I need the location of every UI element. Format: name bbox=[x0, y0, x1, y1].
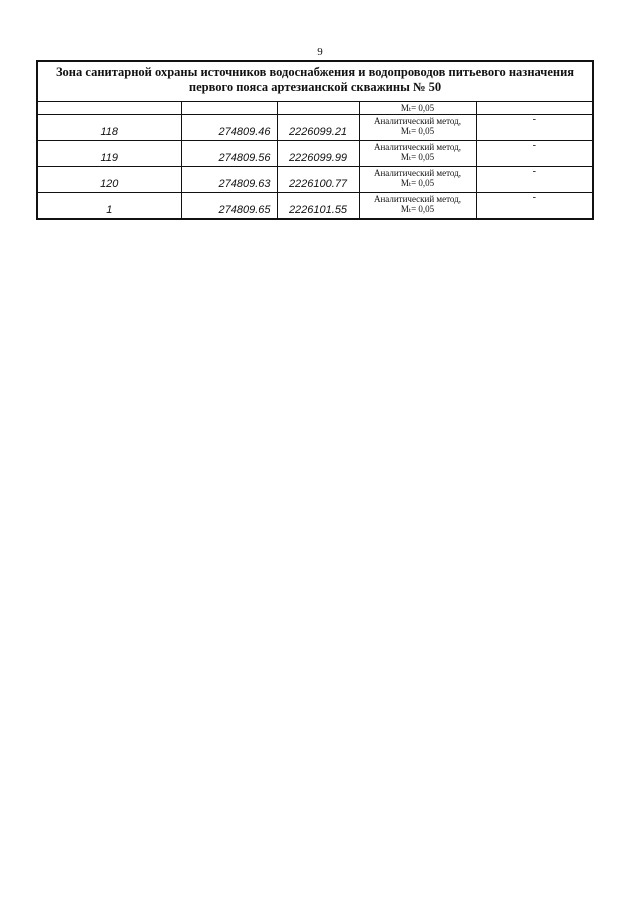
method-line-2: Mₜ= 0,05 bbox=[400, 152, 435, 162]
point-cell bbox=[37, 102, 181, 115]
x-cell: 274809.56 bbox=[181, 141, 277, 167]
table-title-line-1: Зона санитарной охраны источников водоснабжения и водопроводов питьевого назначения bbox=[55, 65, 575, 79]
method-line-2: Mₜ= 0,05 bbox=[400, 126, 435, 136]
method-line-1: Аналитический метод, bbox=[373, 116, 462, 126]
x-cell: 274809.63 bbox=[181, 167, 277, 193]
method-cell bbox=[359, 115, 476, 141]
error-cell: - bbox=[476, 141, 593, 167]
x-cell: 274809.46 bbox=[181, 115, 277, 141]
table-row bbox=[37, 193, 593, 220]
y-cell: 2226101.55 bbox=[277, 193, 359, 220]
method-cell bbox=[359, 193, 476, 220]
method-line-1: Аналитический метод, bbox=[373, 142, 462, 152]
method-cell bbox=[359, 102, 476, 115]
x-cell: 274809.65 bbox=[181, 193, 277, 220]
table-title-row bbox=[37, 61, 593, 102]
table-title bbox=[37, 61, 593, 102]
y-cell: 2226099.21 bbox=[277, 115, 359, 141]
error-cell bbox=[476, 102, 593, 115]
error-cell: - bbox=[476, 167, 593, 193]
error-cell: - bbox=[476, 193, 593, 220]
point-cell: 120 bbox=[37, 167, 181, 193]
x-cell bbox=[181, 102, 277, 115]
method-tail: Mₜ= 0,05 bbox=[400, 103, 435, 113]
method-line-2: Mₜ= 0,05 bbox=[400, 204, 435, 214]
table-row bbox=[37, 115, 593, 141]
point-cell: 119 bbox=[37, 141, 181, 167]
error-cell: - bbox=[476, 115, 593, 141]
method-line-2: Mₜ= 0,05 bbox=[400, 178, 435, 188]
table-row bbox=[37, 141, 593, 167]
point-cell: 118 bbox=[37, 115, 181, 141]
method-line-1: Аналитический метод, bbox=[373, 194, 462, 204]
method-line-1: Аналитический метод, bbox=[373, 168, 462, 178]
y-cell: 2226099.99 bbox=[277, 141, 359, 167]
method-cell bbox=[359, 167, 476, 193]
y-cell bbox=[277, 102, 359, 115]
table-row bbox=[37, 167, 593, 193]
table-title-line-2: первого пояса артезианской скважины № 50 bbox=[188, 80, 442, 94]
method-cell bbox=[359, 141, 476, 167]
y-cell: 2226100.77 bbox=[277, 167, 359, 193]
continuation-row bbox=[37, 102, 593, 115]
page-number: 9 bbox=[317, 46, 323, 58]
point-cell: 1 bbox=[37, 193, 181, 220]
coordinates-table bbox=[36, 60, 594, 220]
